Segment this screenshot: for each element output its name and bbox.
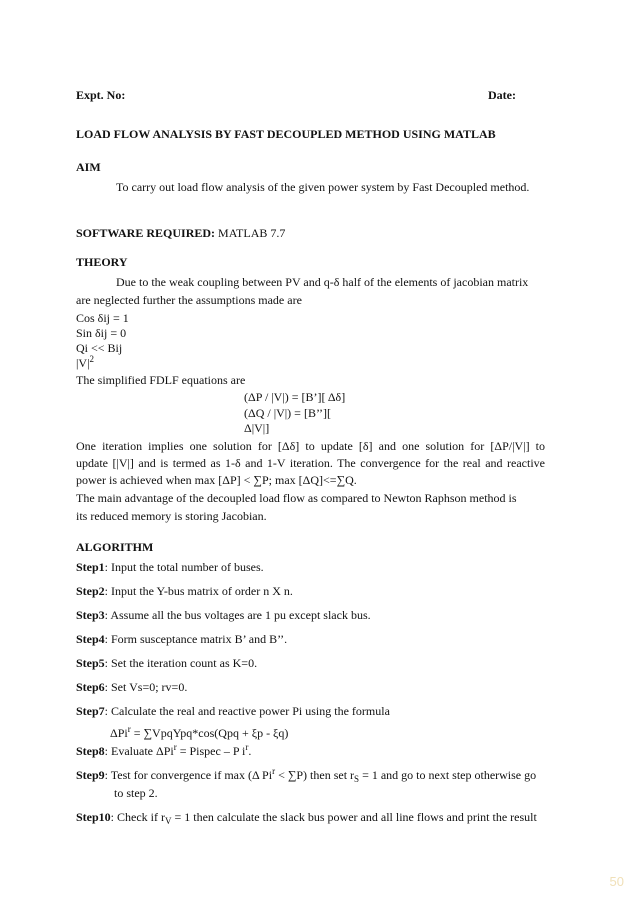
step-7 bbox=[76, 704, 390, 718]
step10-sub: V bbox=[165, 816, 172, 826]
step-4 bbox=[76, 632, 287, 646]
step9-sup: r bbox=[272, 766, 276, 776]
step-text: : Form susceptance matrix B’ and B’’. bbox=[104, 632, 288, 646]
step8-sup2: r bbox=[245, 742, 249, 752]
step8-text-c: . bbox=[248, 744, 252, 758]
step-9-continuation: to step 2. bbox=[114, 786, 158, 800]
software-required bbox=[76, 226, 285, 240]
step-label: Step9 bbox=[76, 768, 105, 782]
software-value: MATLAB 7.7 bbox=[215, 226, 286, 240]
iteration-line1: One iteration implies one solution for [Δδ] to update [δ] and one solution for [ΔP/|V|] to bbox=[76, 439, 545, 453]
fdlf-equation-1: (ΔP / |V|) = [B’][ Δδ] bbox=[244, 390, 346, 404]
step9-text-b: < ∑P) then set r bbox=[275, 768, 355, 782]
v-exponent: 2 bbox=[89, 354, 94, 364]
software-label: SOFTWARE REQUIRED: bbox=[76, 226, 216, 240]
page-number: 50 bbox=[609, 874, 624, 889]
step-6 bbox=[76, 680, 187, 694]
step-label: Step7 bbox=[76, 704, 105, 718]
step-1 bbox=[76, 560, 264, 574]
step-text: : Set Vs=0; rv=0. bbox=[104, 680, 188, 694]
step-label: Step10 bbox=[76, 810, 111, 824]
theory-para1-line1: Due to the weak coupling between PV and q-δ half of the elements of jacobian matrix bbox=[116, 275, 529, 289]
formula-sup: r bbox=[127, 724, 131, 734]
step8-text-b: = Pispec – P i bbox=[176, 744, 246, 758]
expt-no-label: Expt. No: bbox=[76, 88, 126, 102]
step9-text-c: = 1 and go to next step otherwise go bbox=[359, 768, 537, 782]
document-title: LOAD FLOW ANALYSIS BY FAST DECOUPLED METHOD USING MATLAB bbox=[76, 127, 496, 141]
assumption-qi: Qi << Bij bbox=[76, 341, 123, 355]
fdlf-intro: The simplified FDLF equations are bbox=[76, 373, 246, 387]
step9-text-a: : Test for convergence if max (Δ Pi bbox=[104, 768, 273, 782]
step-label: Step8 bbox=[76, 744, 105, 758]
step-label: Step4 bbox=[76, 632, 105, 646]
step-label: Step6 bbox=[76, 680, 105, 694]
step-label: Step3 bbox=[76, 608, 105, 622]
step9-sub: S bbox=[354, 774, 360, 784]
iteration-line2: update [|V|] and is termed as 1-δ and 1-V iteration. The convergence for the real and reactive bbox=[76, 456, 545, 470]
step-3 bbox=[76, 608, 371, 622]
assumption-cos: Cos δij = 1 bbox=[76, 311, 129, 325]
step-text: : Set the iteration count as K=0. bbox=[104, 656, 258, 670]
fdlf-equation-2: (ΔQ / |V|) = [B’’][ bbox=[244, 406, 332, 420]
advantage-line2: its reduced memory is storing Jacobian. bbox=[76, 509, 267, 523]
step10-text-b: = 1 then calculate the slack bus power and all line flows and print the result bbox=[171, 810, 537, 824]
step-text: : Input the Y-bus matrix of order n X n. bbox=[104, 584, 293, 598]
step10-text-a: : Check if r bbox=[110, 810, 165, 824]
power-formula bbox=[110, 726, 288, 741]
step-8 bbox=[76, 744, 251, 759]
step-10 bbox=[76, 810, 537, 825]
formula-lhs: ΔPi bbox=[110, 726, 128, 740]
advantage-line1: The main advantage of the decoupled load flow as compared to Newton Raphson method is bbox=[76, 491, 517, 505]
step-label: Step2 bbox=[76, 584, 105, 598]
step8-text-a: : Evaluate ΔPi bbox=[104, 744, 174, 758]
aim-text: To carry out load flow analysis of the given power system by Fast Decoupled method. bbox=[116, 180, 530, 194]
step-5 bbox=[76, 656, 257, 670]
date-label: Date: bbox=[488, 88, 516, 102]
step8-sup1: r bbox=[173, 742, 177, 752]
fdlf-equation-3: Δ|V|] bbox=[244, 421, 270, 435]
algorithm-heading: ALGORITHM bbox=[76, 540, 154, 554]
step-9 bbox=[76, 768, 536, 783]
step-2 bbox=[76, 584, 293, 598]
theory-heading: THEORY bbox=[76, 255, 128, 269]
step-label: Step1 bbox=[76, 560, 105, 574]
step-text: : Calculate the real and reactive power Pi using the formula bbox=[104, 704, 390, 718]
aim-heading: AIM bbox=[76, 160, 101, 174]
step-text: : Input the total number of buses. bbox=[104, 560, 264, 574]
formula-rhs: = ∑VpqYpq*cos(Qpq + ξp - ξq) bbox=[130, 726, 289, 740]
theory-para1-line2: are neglected further the assumptions made are bbox=[76, 293, 302, 307]
assumption-sin: Sin δij = 0 bbox=[76, 326, 127, 340]
step-text: : Assume all the bus voltages are 1 pu except slack bus. bbox=[104, 608, 371, 622]
iteration-line3: power is achieved when max [ΔP] < ∑P; max [ΔQ]<=∑Q. bbox=[76, 473, 357, 487]
step-label: Step5 bbox=[76, 656, 105, 670]
assumption-v-squared bbox=[76, 356, 94, 371]
v-base: |V| bbox=[76, 356, 90, 370]
